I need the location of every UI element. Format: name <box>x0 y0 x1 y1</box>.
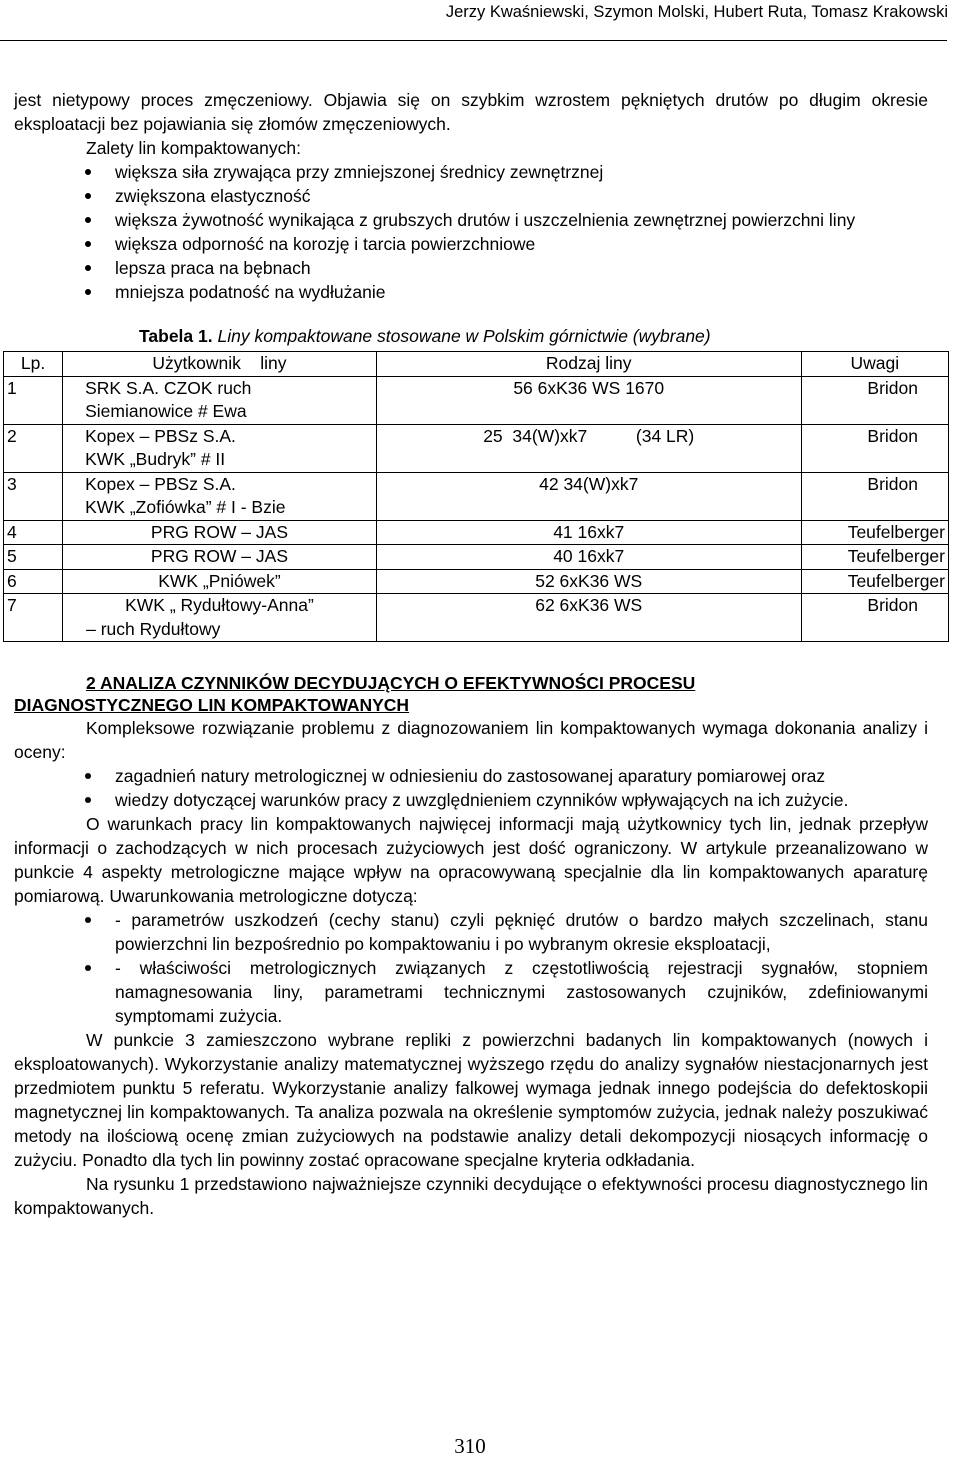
table-caption <box>14 324 928 348</box>
cell-rope: 25 34(W)xk7 (34 LR) <box>376 424 801 472</box>
table-caption-label: Tabela 1. <box>139 326 213 346</box>
section-heading-line1: 2 ANALIZA CZYNNIKÓW DECYDUJĄCYCH O EFEKTYWNOŚCI PROCESU <box>86 673 696 693</box>
cell-lp: 5 <box>4 545 63 570</box>
page-body <box>7 88 945 1220</box>
header-user <box>63 352 377 377</box>
table-header-row <box>4 352 949 377</box>
cell-user-line2: KWK „Zofiówka” # I - Bzie <box>85 497 286 517</box>
cell-rope: 40 16xk7 <box>376 545 801 570</box>
cell-lp: 1 <box>4 376 63 424</box>
cell-user-line1: SRK S.A. CZOK ruch <box>85 377 252 398</box>
section-paragraph: W punkcie 3 zamieszczono wybrane repliki z powierzchni badanych lin kompaktowanych (nowych i eksploatowanych). Wykorzystanie analizy matematycznej wyższego rzędu do analizy sygnałów niestacjonarnych jest przedmiotem punktu 5 referatu. Wykorzystanie analizy falkowej wymaga jednak innego podejścia do defektoskopii magnetycznej lin kompaktowanych. Ta analiza pozwala na określenie symptomów zużycia, jednak należy poszukiwać metody na ilościową ocenę zmian zużyciowych na podstawie analizy detali dekompozycji niosących informację o zużyciu. Ponadto dla tych lin powinny zostać opracowane specjalne kryteria odkładania. <box>14 1030 928 1170</box>
cell-notes: Teufelberger <box>801 569 948 594</box>
table-row <box>4 594 949 642</box>
list-item: - właściwości metrologicznych związanych z częstotliwością rejestracji sygnałów, stopniem namagnesowania liny, parametrami technicznymi zastosowanych czujników, zdefiniowanymi symptomami zużycia. <box>14 956 928 1028</box>
cell-user-line2: KWK „Budryk” # II <box>85 449 226 469</box>
cell-user <box>63 472 377 520</box>
cell-lp: 7 <box>4 594 63 642</box>
cell-lp: 6 <box>4 569 63 594</box>
cell-rope: 56 6xK36 WS 1670 <box>376 376 801 424</box>
table-row <box>4 520 949 545</box>
cell-rope: 41 16xk7 <box>376 520 801 545</box>
cell-rope: 52 6xK36 WS <box>376 569 801 594</box>
intro-paragraph: jest nietypowy proces zmęczeniowy. Objawia się on szybkim wzrostem pękniętych drutów po długim okresie eksploatacji bez pojawiania się złomów zmęczeniowych. <box>14 90 928 134</box>
cell-user-line1: Kopex – PBSz S.A. <box>85 425 236 446</box>
cell-user-line1: Kopex – PBSz S.A. <box>85 473 236 494</box>
header-rope: Rodzaj liny <box>376 352 801 377</box>
cell-notes: Bridon <box>801 376 948 424</box>
cell-notes: Bridon <box>801 594 948 642</box>
cell-notes: Teufelberger <box>801 545 948 570</box>
list-item: mniejsza podatność na wydłużanie <box>14 280 928 304</box>
list-item: większa siła zrywająca przy zmniejszonej średnicy zewnętrznej <box>14 160 928 184</box>
section-heading <box>14 672 928 716</box>
cell-user <box>63 376 377 424</box>
table-row <box>4 545 949 570</box>
cell-rope: 62 6xK36 WS <box>376 594 801 642</box>
list-item: większa odporność na korozję i tarcia powierzchniowe <box>14 232 928 256</box>
header-rule <box>0 40 947 41</box>
cell-notes: Bridon <box>801 472 948 520</box>
cell-rope: 42 34(W)xk7 <box>376 472 801 520</box>
cell-user: PRG ROW – JAS <box>63 520 377 545</box>
header-user-text: Użytkownik liny <box>152 353 287 373</box>
cell-notes: Bridon <box>801 424 948 472</box>
table-row <box>4 472 949 520</box>
section-list-1 <box>14 764 928 812</box>
section-paragraph: Na rysunku 1 przedstawiono najważniejsze czynniki decydujące o efektywności procesu diagnostycznego lin kompaktowanych. <box>14 1174 928 1218</box>
running-header: Jerzy Kwaśniewski, Szymon Molski, Hubert Ruta, Tomasz Krakowski <box>445 3 948 21</box>
cell-user: PRG ROW – JAS <box>63 545 377 570</box>
rope-table <box>3 351 949 642</box>
cell-user-line2: – ruch Rydułtowy <box>86 618 221 639</box>
list-item: - parametrów uszkodzeń (cechy stanu) czyli pęknięć drutów o bardzo małych szczelinach, stanu powierzchni lin bezpośrednio po kompaktowaniu i po wybranym okresie eksploatacji, <box>14 908 928 956</box>
cell-lp: 3 <box>4 472 63 520</box>
advantages-intro: Zalety lin kompaktowanych: <box>86 138 301 158</box>
table-caption-text: Liny kompaktowane stosowane w Polskim górnictwie (wybrane) <box>217 326 711 346</box>
cell-user <box>63 594 377 642</box>
cell-user-line1: KWK „ Rydułtowy-Anna” <box>125 595 314 615</box>
section-heading-line2: DIAGNOSTYCZNEGO LIN KOMPAKTOWANYCH <box>14 695 410 715</box>
cell-lp: 2 <box>4 424 63 472</box>
list-item: lepsza praca na bębnach <box>14 256 928 280</box>
list-item: wiedzy dotyczącej warunków pracy z uwzględnieniem czynników wpływających na ich zużycie. <box>14 788 928 812</box>
cell-user: KWK „Pniówek” <box>63 569 377 594</box>
table-row <box>4 376 949 424</box>
advantages-list <box>14 160 928 304</box>
cell-user-line2: Siemianowice # Ewa <box>85 401 247 421</box>
list-item: zagadnień natury metrologicznej w odniesieniu do zastosowanej aparatury pomiarowej oraz <box>14 764 928 788</box>
section-paragraph: O warunkach pracy lin kompaktowanych najwięcej informacji mają użytkownicy tych lin, jednak przepływ informacji o zachodzących w nich procesach zużyciowych jest dość ograniczony. W artykule przeanalizowano w punkcie 4 aspekty metrologiczne mające wpływ na opracowywaną specjalnie dla lin kompaktowanych aparaturę pomiarową. Uwarunkowania metrologiczne dotyczą: <box>14 814 928 906</box>
cell-notes: Teufelberger <box>801 520 948 545</box>
section-paragraph: Kompleksowe rozwiązanie problemu z diagnozowaniem lin kompaktowanych wymaga dokonania analizy i oceny: <box>14 718 928 762</box>
list-item: zwiększona elastyczność <box>14 184 928 208</box>
list-item: większa żywotność wynikająca z grubszych drutów i uszczelnienia zewnętrznej powierzchni liny <box>14 208 928 232</box>
section-list-2 <box>14 908 928 1028</box>
header-lp: Lp. <box>4 352 63 377</box>
header-notes: Uwagi <box>801 352 948 377</box>
page-number: 310 <box>454 1434 486 1458</box>
table-row <box>4 424 949 472</box>
table-row <box>4 569 949 594</box>
cell-lp: 4 <box>4 520 63 545</box>
cell-user <box>63 424 377 472</box>
